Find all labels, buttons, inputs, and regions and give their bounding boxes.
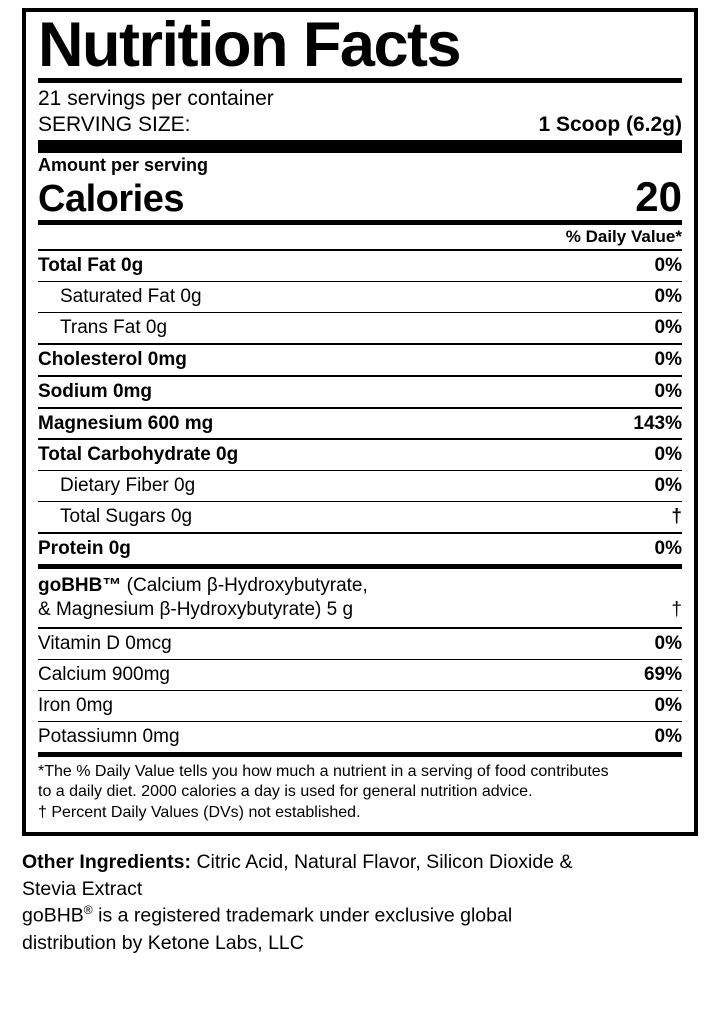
- nutrient-name: Trans Fat 0g: [60, 317, 168, 339]
- nutrient-row: [38, 251, 682, 281]
- nutrition-facts-panel: [22, 8, 698, 836]
- footnote-line-1: *The % Daily Value tells you how much a nutrient in a serving of food contributes: [38, 762, 609, 780]
- registered-mark-icon: ®: [83, 903, 93, 918]
- trademark-line-2: distribution by Ketone Labs, LLC: [22, 931, 304, 954]
- vitamin-name: Potassiumn 0mg: [38, 725, 180, 747]
- nutrient-row: [38, 282, 682, 312]
- daily-value-header: % Daily Value*: [565, 227, 682, 247]
- vitamin-row: [38, 629, 682, 659]
- nutrient-row: [38, 440, 682, 470]
- nutrient-dv: 0%: [654, 255, 682, 277]
- nutrient-name: Sodium 0mg: [38, 380, 153, 402]
- blend-dv: †: [671, 599, 682, 621]
- footnote-line-3: † Percent Daily Values (DVs) not established.: [38, 804, 361, 822]
- vitamin-name: Iron 0mg: [38, 694, 113, 716]
- calories-label: Calories: [38, 178, 184, 221]
- serving-size-row: [38, 112, 682, 140]
- calories-row: [38, 173, 682, 221]
- serving-size-value: 1 Scoop (6.2g): [538, 113, 682, 137]
- nutrient-name: Saturated Fat 0g: [60, 286, 202, 308]
- nutrient-dv: 0%: [654, 348, 682, 370]
- nutrient-dv: 0%: [654, 380, 682, 402]
- blend-line-1-rest: (Calcium β-Hydroxybutyrate,: [121, 574, 368, 596]
- other-ingredients-line-2: Stevia Extract: [22, 877, 143, 900]
- blend-line-1: [38, 574, 682, 599]
- other-ingredients-list-1: Citric Acid, Natural Flavor, Silicon Dioxide &: [191, 850, 573, 873]
- vitamin-row: [38, 722, 682, 752]
- divider-thick-top: [38, 140, 682, 153]
- vitamin-row: [38, 691, 682, 721]
- vitamin-name: Vitamin D 0mcg: [38, 633, 172, 655]
- blend-line-2: [38, 598, 682, 623]
- nutrient-name: Total Carbohydrate 0g: [38, 444, 239, 466]
- page-title: Nutrition Facts: [38, 10, 461, 80]
- blend-name: goBHB™: [38, 574, 122, 596]
- nutrient-row: [38, 313, 682, 343]
- trademark-text: is a registered trademark under exclusive global: [92, 904, 513, 927]
- footnote-block: [38, 757, 682, 826]
- blend-block: [38, 569, 682, 627]
- nutrient-name: Cholesterol 0mg: [38, 348, 187, 370]
- vitamin-dv: 0%: [654, 694, 682, 716]
- nutrient-row: [38, 502, 682, 532]
- trademark-brand: goBHB: [22, 904, 84, 927]
- servings-per-container: 21 servings per container: [38, 86, 274, 110]
- other-ingredients-line-1: [22, 850, 698, 877]
- nutrient-row: [38, 409, 682, 439]
- trademark-line-1: [22, 903, 698, 930]
- nutrient-dv: 0%: [654, 286, 682, 308]
- nutrient-row: [38, 345, 682, 375]
- vitamin-dv: 0%: [654, 633, 682, 655]
- amount-per-serving-label: Amount per serving: [38, 155, 209, 176]
- nutrient-name: Dietary Fiber 0g: [60, 475, 196, 497]
- nutrient-name: Magnesium 600 mg: [38, 412, 214, 434]
- vitamin-dv: 0%: [654, 725, 682, 747]
- nutrient-name: Protein 0g: [38, 537, 131, 559]
- nutrient-dv: †: [671, 506, 682, 528]
- nutrient-dv: 143%: [633, 412, 682, 434]
- nutrient-row: [38, 377, 682, 407]
- nutrient-dv: 0%: [654, 475, 682, 497]
- nutrient-dv: 0%: [654, 444, 682, 466]
- calories-value: 20: [635, 173, 682, 221]
- vitamin-dv: 69%: [643, 664, 682, 685]
- vitamin-name: Calcium 900mg: [38, 664, 170, 685]
- nutrient-dv: 0%: [654, 537, 682, 559]
- other-ingredients-heading: Other Ingredients:: [22, 850, 192, 873]
- serving-size-label: SERVING SIZE:: [38, 113, 191, 137]
- nutrient-dv: 0%: [654, 317, 682, 339]
- vitamin-row: [38, 660, 682, 690]
- nutrient-name: Total Sugars 0g: [60, 506, 193, 528]
- nutrient-row: [38, 471, 682, 501]
- nutrient-name: Total Fat 0g: [38, 255, 144, 277]
- other-ingredients-block: [22, 850, 698, 957]
- nutrient-row: [38, 534, 682, 564]
- blend-line-2-text: & Magnesium β-Hydroxybutyrate) 5 g: [38, 599, 354, 621]
- footnote-line-2: to a daily diet. 2000 calories a day is used for general nutrition advice.: [38, 783, 533, 801]
